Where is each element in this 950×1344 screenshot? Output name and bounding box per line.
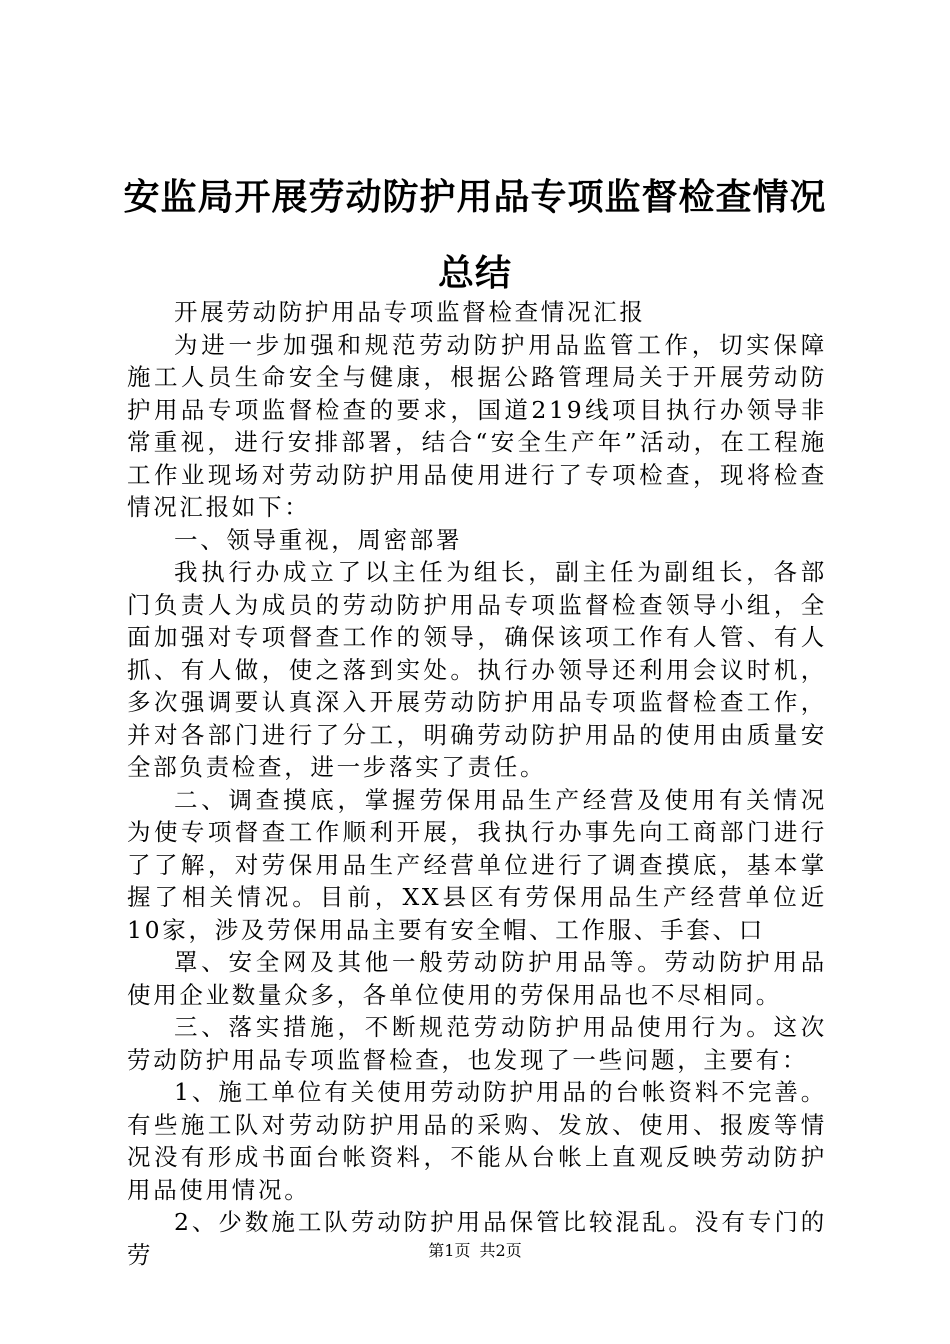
paragraph-issue-1: 1、施工单位有关使用劳动防护用品的台帐资料不完善。有些施工队对劳动防护用品的采购、发放、使用、报废等情况没有形成书面台帐资料，不能从台帐上直观反映劳动防护用品使用情况。 (127, 1078, 827, 1204)
document-body (127, 296, 827, 1271)
paragraph-section-1: 我执行办成立了以主任为组长，副主任为副组长，各部门负责人为成员的劳动防护用品专项监督检查领导小组，全面加强对专项督查工作的领导，确保该项工作有人管、有人抓、有人做，使之落到实处。执行办领导还利用会议时机，多次强调要认真深入开展劳动防护用品专项监督检查工作，并对各部门进行了分工，明确劳动防护用品的使用由质量安全部负责检查，进一步落实了责任。 (127, 558, 827, 781)
page-footer (0, 1240, 950, 1262)
paragraph-section-2-cont: 罩、安全网及其他一般劳动防护用品等。劳动防护用品使用企业数量众多，各单位使用的劳保用品也不尽相同。 (127, 948, 827, 1009)
section-heading-1: 一、领导重视，周密部署 (174, 525, 463, 554)
paragraph-section-3: 三、落实措施，不断规范劳动防护用品使用行为。这次劳动防护用品专项监督检查，也发现了一些问题，主要有： (127, 1013, 827, 1074)
page-number-total: 共2页 (479, 1241, 522, 1260)
page-number-current: 第1页 (428, 1241, 471, 1260)
paragraph-issue-2: 2、少数施工队劳动防护用品保管比较混乱。没有专门的劳 (127, 1208, 827, 1269)
paragraph-section-2: 二、调查摸底，掌握劳保用品生产经营及使用有关情况为使专项督查工作顺利开展，我执行办事先向工商部门进行了了解，对劳保用品生产经营单位进行了调查摸底，基本掌握了相关情况。目前，XX县区有劳保用品生产经营单位近10家，涉及劳保用品主要有安全帽、工作服、手套、口 (127, 785, 827, 944)
paragraph-subtitle: 开展劳动防护用品专项监督检查情况汇报 (174, 298, 646, 326)
paragraph-intro: 为进一步加强和规范劳动防护用品监管工作，切实保障施工人员生命安全与健康，根据公路管理局关于开展劳动防护用品专项监督检查的要求，国道219线项目执行办领导非常重视，进行安排部署，结合“安全生产年”活动，在工程施工作业现场对劳动防护用品使用进行了专项检查，现将检查情况汇报如下： (127, 330, 827, 521)
document-title: 安监局开展劳动防护用品专项监督检查情况总结 (123, 177, 827, 294)
